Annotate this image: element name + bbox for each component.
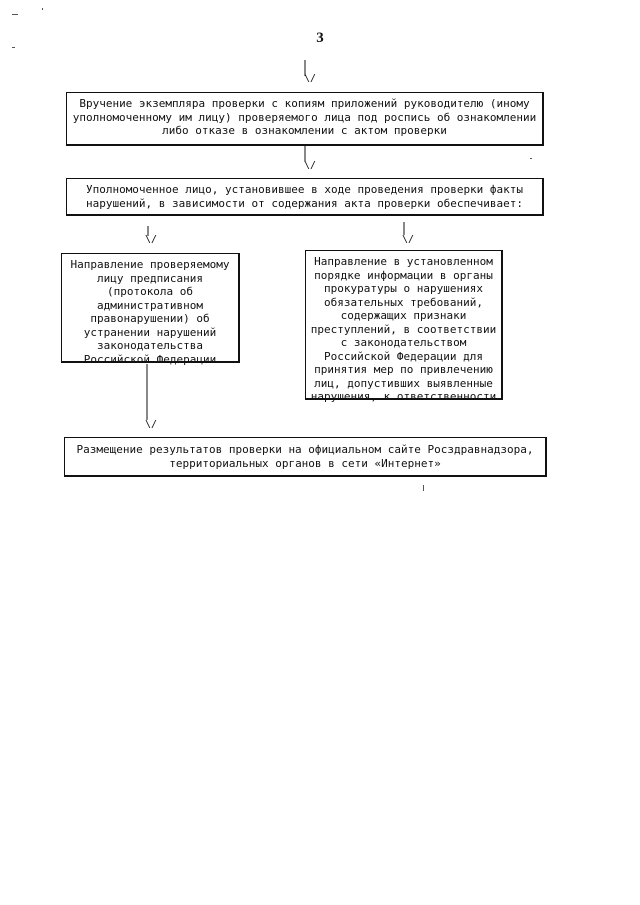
flow-step-authorized-person: Уполномоченное лицо, установившее в ходе проведения проверки факты нарушений, в зависимости от содержания акта проверки обеспечивает: (66, 178, 544, 216)
flow-branch-prosecutor: Направление в установленном порядке информации в органы прокуратуры о нарушениях обязательных требований, содержащих признаки преступлений, в соответствии с законодательством Российской Федерации для принятия мер по привлечению лиц, допустивших выявленные нарушения, к ответственности (305, 250, 503, 400)
arrow-down-icon: \/ (303, 160, 317, 171)
page-number: 3 (316, 30, 324, 46)
scan-speck (12, 47, 15, 48)
arrow-down-icon: \/ (144, 234, 158, 245)
flow-branch-prescription: Направление проверяемому лицу предписания (протокола об административном правонарушении) об устранении нарушений законодательства Российской Федерации (61, 253, 240, 363)
flow-step-serve-act: Вручение экземпляра проверки с копиям приложений руководителю (иному уполномоченному им лицу) проверяемого лица под роспись об ознакомлении либо отказе в ознакомлении с актом проверки (66, 92, 544, 146)
scan-speck (12, 14, 18, 15)
scan-speck (423, 485, 424, 491)
scan-speck (42, 8, 43, 10)
arrow-down-icon: \/ (144, 419, 158, 430)
scan-speck (530, 158, 532, 159)
arrow-down-icon: \/ (303, 73, 317, 84)
flow-step-publish-results: Размещение результатов проверки на официальном сайте Росздравнадзора, территориальных органов в сети «Интернет» (64, 437, 547, 477)
arrow-down-icon: \/ (401, 234, 415, 245)
